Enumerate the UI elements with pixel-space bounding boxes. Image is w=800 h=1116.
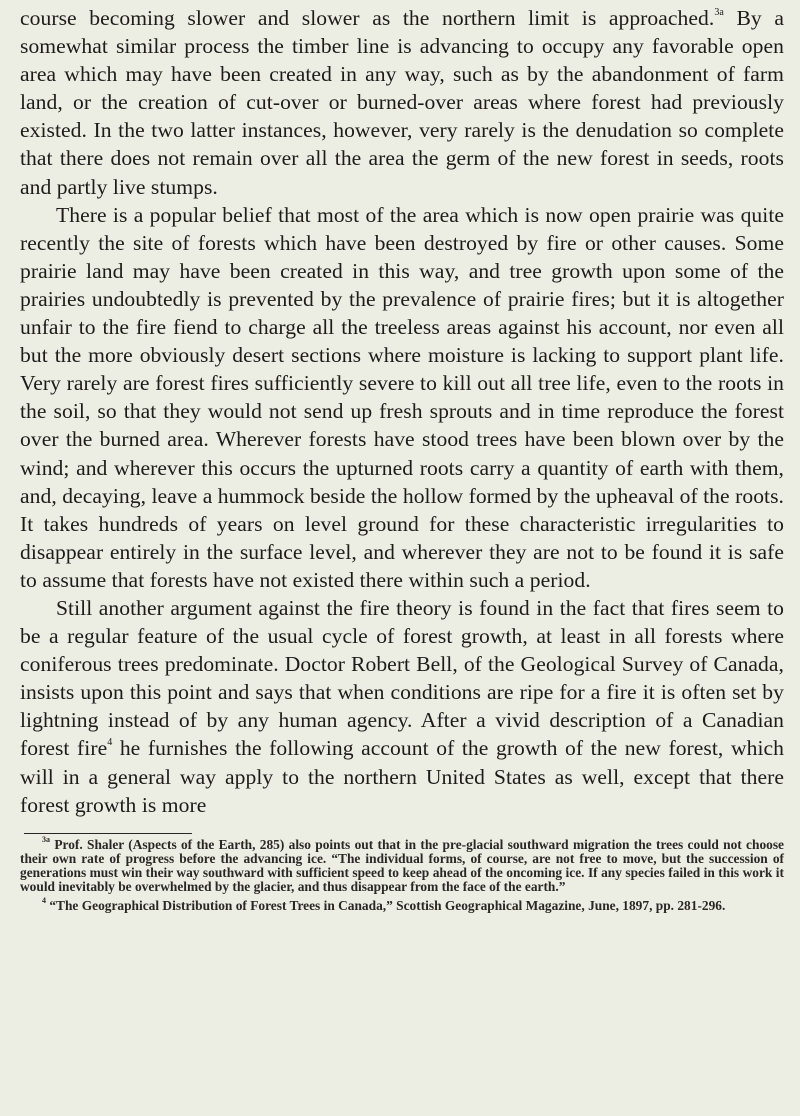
footnote-ref-4: 4 <box>107 737 113 749</box>
footnote-marker: 4 <box>42 896 46 906</box>
body-text <box>20 4 784 819</box>
paragraph-fire-theory <box>20 594 784 819</box>
footnote-divider <box>24 833 192 834</box>
paragraph-text: course becoming slower and slower as the northern limit is approached. <box>20 6 715 30</box>
footnote-marker: 3a <box>42 835 50 845</box>
paragraph-text: There is a popular belief that most of the area which is now open prairie was quite recently the site of forests which have been destroyed by fire or other causes. Some prairie land may have been created in this way, and tree growth upon some of the prairies undoubtedly is prevented by the prevalence of prairie fires; but it is altogether unfair to the fire fiend to charge all the treeless areas against his account, nor even all but the more obviously desert sections where moisture is lacking to support plant life. Very rarely are forest fires sufficiently severe to kill out all tree life, even to the roots in the soil, so that they would not send up fresh sprouts and in time reproduce the forest over the burned area. Wherever forests have stood trees have been blown over by the wind; and wherever this occurs the upturned roots carry a quantity of earth with them, and, decaying, leave a hummock beside the hollow formed by the upheaval of the roots. It takes hundreds of years on level ground for these characteristic irregularities to disappear entirely in the surface level, and wherever they are not to be found it is safe to assume that forests have not existed there within such a period. <box>20 202 784 592</box>
paragraph-prairie-belief <box>20 201 784 594</box>
footnotes <box>20 835 784 913</box>
footnote-4 <box>20 896 784 913</box>
footnote-text: Prof. Shaler (Aspects of the Earth, 285) also points out that in the pre-glacial southward migration the trees could not choose their own rate of progress before the advancing ice. “The individual forms, of course, are not free to move, but the succession of generations must win their way southward with sufficient speed to keep ahead of the oncoming ice. If any species failed in this work it would inevitably be overwhelmed by the glacier, and thus disappear from the face of the earth.” <box>20 836 784 895</box>
paragraph-text: he furnishes the following account of the growth of the new forest, which will in a general way apply to the northern United States as well, except that there forest growth is more <box>20 736 784 817</box>
footnote-ref-3a: 3a <box>714 6 724 18</box>
paragraph-timber-line <box>20 4 784 201</box>
footnote-text: “The Geographical Distribution of Forest Trees in Canada,” Scottish Geographical Magazine, June, 1897, pp. 281-296. <box>46 897 726 913</box>
book-page <box>20 4 784 913</box>
footnote-3a <box>20 835 784 895</box>
paragraph-text: Still another argument against the fire theory is found in the fact that fires seem to be a regular feature of the usual cycle of forest growth, at least in all forests where coniferous trees predominate. Doctor Robert Bell, of the Geological Survey of Canada, insists upon this point and says that when conditions are ripe for a fire it is often set by lightning instead of by any human agency. After a vivid description of a Canadian forest fire <box>20 595 784 761</box>
paragraph-text: By a somewhat similar process the timber line is advancing to occupy any favorable open area which may have been created in any way, such as by the abandonment of farm land, or the creation of cut-over or burned-over areas where forest had previously existed. In the two latter instances, however, very rarely is the denudation so complete that there does not remain over all the area the germ of the new forest in seeds, roots and partly live stumps. <box>20 6 784 199</box>
